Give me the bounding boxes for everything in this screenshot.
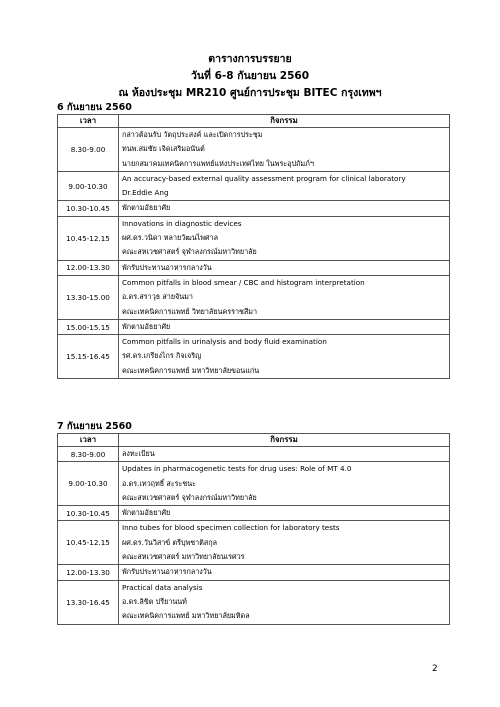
venue-line: ณ ห้องประชุม MR210 ศูนย์การประชุม BITEC กรุงเทพฯ: [118, 87, 382, 99]
schedule-row: [58, 216, 450, 260]
time-cell: 10.45-12.15: [58, 216, 119, 260]
activity-detail-line: รศ.ดร.เกรียงไกร กิจเจริญ: [122, 351, 202, 361]
time-cell: 9.00-10.30: [58, 171, 119, 201]
schedule-row: [58, 201, 450, 216]
activity-detail-line: อ.ดร.ลิขิต ปรียานนท์: [122, 596, 187, 606]
activity-title: Innovations in diagnostic devices: [122, 218, 242, 228]
time-cell: 15.15-16.45: [58, 335, 119, 379]
activity-detail-line: ทนพ.สมชัย เจิดเสริมอนันต์: [122, 144, 205, 154]
activity-detail-line: อ.ดร.เทวฤทธิ์ สะระชนะ: [122, 478, 197, 488]
time-cell: 13.30-16.45: [58, 580, 119, 624]
page-number: 2: [432, 664, 438, 674]
activity-title: Inno tubes for blood specimen collection for laboratory tests: [122, 523, 340, 533]
time-cell: 10.45-12.15: [58, 521, 119, 565]
activity-detail-line: คณะสหเวชศาสตร์ จุฬาลงกรณ์มหาวิทยาลัย: [122, 247, 257, 257]
activity-cell: [119, 171, 450, 201]
date-range-line: วันที่ 6-8 กันยายน 2560: [190, 70, 310, 82]
time-column-header: เวลา: [58, 115, 119, 128]
activity-cell: [119, 319, 450, 334]
activity-cell: [119, 335, 450, 379]
time-cell: 13.30-15.00: [58, 275, 119, 319]
activity-title: Common pitfalls in blood smear / CBC and histogram interpretation: [122, 277, 365, 287]
activity-title: พักตามอัธยาศัย: [122, 508, 171, 518]
schedule-row: [58, 319, 450, 334]
activity-cell: [119, 580, 450, 624]
schedule-row: [58, 275, 450, 319]
activity-detail-line: คณะสหเวชศาสตร์ มหาวิทยาลัยนเรศวร: [122, 552, 245, 562]
activity-title: Updates in pharmacogenetic tests for drug uses: Role of MT 4.0: [122, 464, 352, 474]
activity-column-header: กิจกรรม: [119, 434, 450, 447]
time-cell: 15.00-15.15: [58, 319, 119, 334]
schedule-row: [58, 447, 450, 462]
schedule-table-day-7: [57, 433, 450, 625]
activity-detail-line: คณะสหเวชศาสตร์ จุฬาลงกรณ์มหาวิทยาลัย: [122, 492, 257, 502]
schedule-row: [58, 506, 450, 521]
schedule-row: [58, 521, 450, 565]
activity-cell: [119, 506, 450, 521]
time-column-header: เวลา: [58, 434, 119, 447]
activity-cell: [119, 128, 450, 172]
activity-detail-line: คณะเทคนิคการแพทย์ มหาวิทยาลัยขอนแก่น: [122, 365, 260, 375]
activity-cell: [119, 462, 450, 506]
schedule-row: [58, 260, 450, 275]
activity-title: พักตามอัธยาศัย: [122, 321, 171, 331]
time-cell: 12.00-13.30: [58, 565, 119, 580]
time-cell: 10.30-10.45: [58, 201, 119, 216]
schedule-row: [58, 171, 450, 201]
schedule-row: [58, 128, 450, 172]
time-cell: 10.30-10.45: [58, 506, 119, 521]
activity-column-header: กิจกรรม: [119, 115, 450, 128]
activity-title: พักตามอัธยาศัย: [122, 203, 171, 213]
time-cell: 9.00-10.30: [58, 462, 119, 506]
activity-cell: [119, 216, 450, 260]
activity-title: ลงทะเบียน: [122, 449, 155, 458]
document-title: ตารางการบรรยาย: [208, 53, 292, 65]
schedule-row: [58, 580, 450, 624]
activity-title: Common pitfalls in urinalysis and body fluid examination: [122, 337, 327, 347]
activity-title: An accuracy-based external quality assessment program for clinical laboratory: [122, 173, 406, 183]
activity-title: พักรับประทานอาหารกลางวัน: [122, 567, 212, 577]
time-cell: 12.00-13.30: [58, 260, 119, 275]
activity-cell: [119, 260, 450, 275]
schedule-row: [58, 335, 450, 379]
activity-title: พักรับประทานอาหารกลางวัน: [122, 262, 212, 272]
activity-detail-line: ผศ.ดร.วันวิสาข์ ตรีบุพชาติสกุล: [122, 537, 218, 547]
schedule-row: [58, 565, 450, 580]
activity-detail-line: คณะเทคนิคการแพทย์ มหาวิทยาลัยมหิดล: [122, 611, 250, 621]
activity-detail-line: นายกสมาคมเทคนิคการแพทย์แห่งประเทศไทย ในพระอุปถัมภ์ฯ: [122, 158, 314, 168]
activity-cell: [119, 521, 450, 565]
activity-cell: [119, 565, 450, 580]
day-heading-6-sep: 6 กันยายน 2560: [57, 102, 132, 113]
time-cell: 8.30-9.00: [58, 128, 119, 172]
activity-title: Practical data analysis: [122, 582, 203, 592]
activity-detail-line: อ.ดร.สราวุธ สายจันมา: [122, 292, 193, 302]
activity-cell: [119, 275, 450, 319]
day-heading-7-sep: 7 กันยายน 2560: [57, 421, 132, 432]
activity-detail-line: Dr.Eddie Ang: [122, 188, 169, 198]
activity-cell: [119, 447, 450, 462]
schedule-table-day-6: [57, 114, 450, 379]
activity-detail-line: คณะเทคนิคการแพทย์ วิทยาลัยนครราชสีมา: [122, 306, 258, 316]
activity-detail-line: ผศ.ดร.วนิดา หลายวัฒนไพศาล: [122, 233, 218, 243]
time-cell: 8.30-9.00: [58, 447, 119, 462]
activity-title: กล่าวต้อนรับ วัตถุประสงค์ และเปิดการประชุม: [122, 130, 263, 139]
activity-cell: [119, 201, 450, 216]
schedule-row: [58, 462, 450, 506]
